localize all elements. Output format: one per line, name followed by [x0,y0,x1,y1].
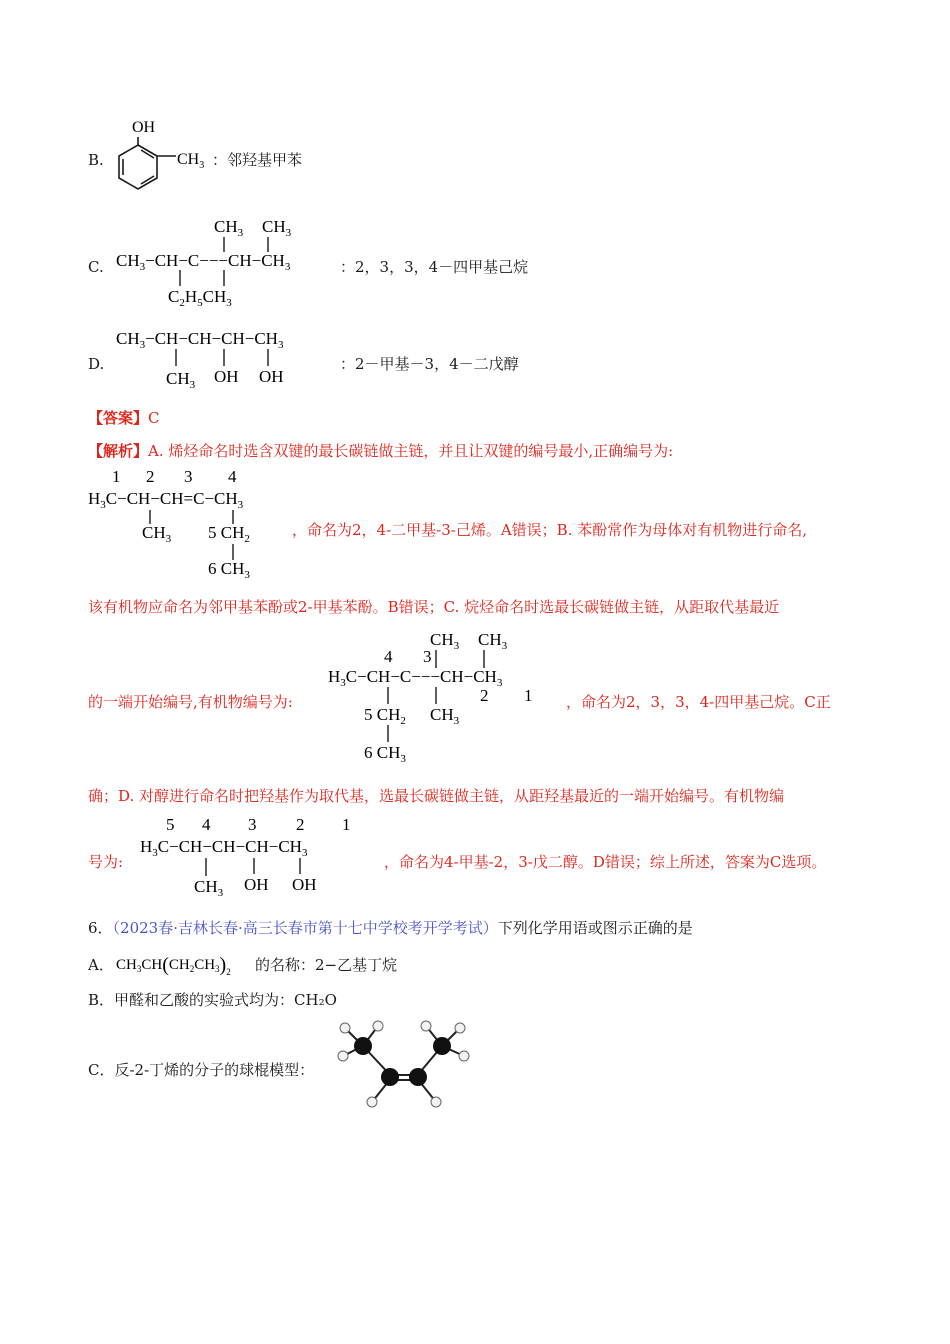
carbon-atom [381,1068,399,1086]
analysis-line-6b: ，命名为4-甲基-2，3-戊二醇。D错误；综上所述，答案为C选项。 [384,853,827,871]
svg-text:2: 2 [146,467,155,486]
svg-text:OH: OH [259,367,284,386]
option-b-name: ：邻羟基甲苯 [212,151,303,169]
option-c-name: ：2，3，3，4－四甲基己烷 [340,258,529,276]
svg-text:H3C−CH−CH=C−CH3: $H_3C-CH-CH=C-CH_3$ [88,489,244,511]
q6-option-a-formula [116,949,256,981]
ch3-label: CH [177,151,200,168]
svg-text:CH3: $CH_3$ [142,523,172,545]
svg-text:2: 2 [296,815,305,834]
trans-2-butene-ball-stick-model [330,1016,480,1116]
svg-text:CH3: $CH_3$ [262,217,292,239]
svg-text:CH3−CH−CH−CH−CH3: $CH_3-CH-CH-CH-CH_3$ [116,329,284,351]
svg-text:6 CH3: 6 $CH_3$ [364,743,406,765]
hydrogen-atom [367,1097,377,1107]
q6-stem: 下列化学用语或图示正确的是 [497,919,693,937]
option-d-label: D. [88,355,105,373]
q6-option-b: B．甲醛和乙酸的实验式均为：CH₂O [88,991,337,1009]
analysis-line-5: 确；D. 对醇进行命名时把羟基作为取代基，选最长碳链做主链，从距羟基最近的一端开始编号。有机物编 [88,787,785,805]
hydrogen-atom [455,1023,465,1033]
svg-text:4: 4 [384,647,393,666]
alcohol-numbering-structure [140,814,390,898]
option-d-structure [116,322,356,394]
answer-value: C [148,409,160,427]
svg-text:CH3: $CH_3$ [430,630,460,652]
q6-option-a-label: A． [88,956,114,974]
svg-text:1: 1 [112,467,121,486]
analysis-tag: 【解析】 [88,442,149,460]
hydrogen-atom [338,1051,348,1061]
analysis-line-2: ，命名为2，4-二甲基-3-己烯。A错误；B. 苯酚常作为母体对有机物进行命名, [292,521,807,539]
svg-text:CH3: $CH_3$ [478,630,508,652]
svg-text:2: 2 [480,686,489,705]
carbon-atom [409,1068,427,1086]
hydrogen-atom [431,1097,441,1107]
option-b-label: B. [88,151,104,169]
svg-text:CH3: $CH_3$ [430,705,460,727]
hydrogen-atom [459,1051,469,1061]
svg-text:CH3: $CH_3$ [214,217,244,239]
alkene-numbering-structure [88,466,298,582]
svg-text:6 CH3: 6 $CH_3$ [208,559,250,581]
analysis-line-6a: 号为: [88,853,124,871]
svg-text:4: 4 [228,467,237,486]
svg-text:1: 1 [524,686,533,705]
analysis-line-4b: ，命名为2，3，3，4-四甲基己烷。C正 [566,693,831,711]
svg-text:C2H5CH3: $C_2H_5CH_3$ [168,287,232,309]
svg-text:5: 5 [166,815,175,834]
answer-line [88,408,160,428]
carbon-atom [354,1037,372,1055]
svg-text:3: 3 [423,647,432,666]
svg-text:OH: OH [214,367,239,386]
svg-text:1: 1 [342,815,351,834]
carbon-atom [433,1037,451,1055]
option-d-name: ：2－甲基－3，4－二戊醇 [340,355,519,373]
option-c-label: C. [88,258,104,276]
q6-option-c: C．反-2-丁烯的分子的球棍模型： [88,1061,315,1079]
svg-text:CH3: $CH_3$ [194,877,224,898]
answer-tag: 【答案】 [88,409,149,427]
analysis-line-4a: 的一端开始编号,有机物编号为: [88,693,293,711]
analysis-line-1: 【解析】A. 烯烃命名时选含双键的最长碳链做主链，并且让双键的编号最小,正确编号为: [88,442,674,460]
q6-source: （2023春·吉林长春·高三长春市第十七中学校考开学考试） [112,919,498,937]
hydrogen-atom [340,1023,350,1033]
svg-text:H3C−CH−CH−CH−CH3: $H_3C-CH-CH-CH-CH_3$ [140,837,308,859]
q6-number: 6． [88,919,113,937]
svg-text:4: 4 [202,815,211,834]
svg-text:OH: OH [244,875,269,894]
svg-text:CH3−CH−C−−−CH−CH3: $CH_3-CH-C---CH-CH_3$ [116,251,291,273]
benzene-ring [119,145,157,189]
analysis-line-3: 该有机物应命名为邻甲基苯酚或2-甲基苯酚。B错误；C. 烷烃命名时选最长碳链做主链，从距取代基最近 [88,598,780,616]
svg-text:OH: OH [292,875,317,894]
hydrogen-atom [373,1021,383,1031]
svg-text:5 CH2: 5 $CH_2$ [364,705,406,727]
svg-text:CH3: $CH_3$ [166,369,196,391]
svg-text:3: 3 [248,815,257,834]
svg-text:H3C−CH−C−−−CH−CH3: $H_3C-CH-C---CH-CH_3$ [328,667,503,689]
svg-text:CH3CH(CH2CH3)2: $CH_3CH(CH_2CH_3)_2$ [116,954,231,977]
hydrogen-atom [421,1021,431,1031]
alkane-numbering-structure [328,624,573,769]
q6-stem-line [88,918,693,938]
q6-option-a [88,955,114,975]
option-c-structure [116,210,346,310]
oh-label: OH [132,119,156,136]
q6-option-a-text: 的名称：2−乙基丁烷 [255,956,398,974]
svg-text:5 CH2: 5 $CH_2$ [208,523,250,545]
svg-text:CH3: $CH_3$ [177,151,205,171]
svg-text:3: 3 [184,467,193,486]
